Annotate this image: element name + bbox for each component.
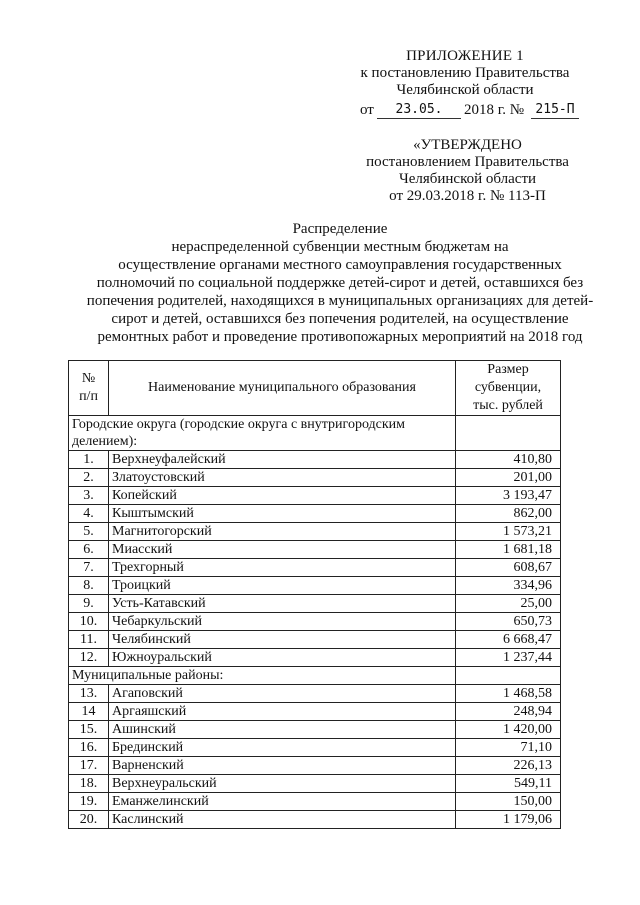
row-number: 1. xyxy=(69,451,109,469)
section-amount-cell xyxy=(456,416,561,451)
title-line: сирот и детей, оставшихся без попечения родителей, на осуществление xyxy=(111,311,569,327)
table-row xyxy=(69,811,561,829)
title-line: ремонтных работ и проведение противопожарных мероприятий на 2018 год xyxy=(97,329,583,345)
table-row xyxy=(69,721,561,739)
appendix-header xyxy=(330,48,600,121)
appendix-line: Челябинской области xyxy=(396,82,534,98)
table-row xyxy=(69,739,561,757)
approved-line: «УТВЕРЖДЕНО xyxy=(413,137,522,153)
row-name: Каслинский xyxy=(109,811,456,829)
row-name: Варненский xyxy=(109,757,456,775)
row-amount: 6 668,47 xyxy=(456,631,561,649)
row-amount: 226,13 xyxy=(456,757,561,775)
row-name: Троицкий xyxy=(109,577,456,595)
row-number: 6. xyxy=(69,541,109,559)
table-row xyxy=(69,649,561,667)
title-line: полномочий по социальной поддержке детей-сирот и детей, оставшихся без xyxy=(96,275,584,291)
row-amount: 201,00 xyxy=(456,469,561,487)
table-header-row xyxy=(69,361,561,416)
table-row xyxy=(69,541,561,559)
row-number: 4. xyxy=(69,505,109,523)
row-number: 13. xyxy=(69,685,109,703)
table-row xyxy=(69,595,561,613)
col-header-amount xyxy=(456,361,561,416)
row-number: 5. xyxy=(69,523,109,541)
row-number: 15. xyxy=(69,721,109,739)
row-amount: 25,00 xyxy=(456,595,561,613)
section-label: Муниципальные районы: xyxy=(69,667,456,685)
table-row xyxy=(69,703,561,721)
row-amount: 1 681,18 xyxy=(456,541,561,559)
row-amount: 650,73 xyxy=(456,613,561,631)
table-row xyxy=(69,523,561,541)
table-row xyxy=(69,505,561,523)
row-number: 9. xyxy=(69,595,109,613)
row-amount: 1 573,21 xyxy=(456,523,561,541)
approved-line: постановлением Правительства xyxy=(366,154,569,170)
col-header-name: Наименование муниципального образования xyxy=(109,361,456,416)
row-amount: 71,10 xyxy=(456,739,561,757)
row-amount: 1 237,44 xyxy=(456,649,561,667)
table-row xyxy=(69,559,561,577)
table-row xyxy=(69,631,561,649)
row-number: 7. xyxy=(69,559,109,577)
table-row xyxy=(69,757,561,775)
approved-line: от 29.03.2018 г. № 113-П xyxy=(389,188,546,204)
appendix-line: к постановлению Правительства xyxy=(360,65,570,81)
row-name: Трехгорный xyxy=(109,559,456,577)
row-amount: 1 420,00 xyxy=(456,721,561,739)
col-header-amount-line: Размер xyxy=(487,362,529,377)
row-amount: 410,80 xyxy=(456,451,561,469)
table-row xyxy=(69,577,561,595)
approved-block xyxy=(355,137,580,205)
row-name: Челябинский xyxy=(109,631,456,649)
row-amount: 862,00 xyxy=(456,505,561,523)
row-number: 18. xyxy=(69,775,109,793)
row-number: 8. xyxy=(69,577,109,595)
row-name: Верхнеуральский xyxy=(109,775,456,793)
row-amount: 150,00 xyxy=(456,793,561,811)
row-name: Чебаркульский xyxy=(109,613,456,631)
row-amount: 3 193,47 xyxy=(456,487,561,505)
order-reference xyxy=(330,101,600,121)
title-line: попечения родителей, находящихся в муниципальных организациях для детей- xyxy=(86,293,594,309)
row-number: 12. xyxy=(69,649,109,667)
table-row xyxy=(69,613,561,631)
order-number-field: 215-П xyxy=(531,101,579,119)
row-number: 20. xyxy=(69,811,109,829)
appendix-title: ПРИЛОЖЕНИЕ 1 xyxy=(406,48,524,64)
row-number: 17. xyxy=(69,757,109,775)
title-line: Распределение xyxy=(292,221,388,237)
section-row-urban xyxy=(69,416,561,451)
title-line: осуществление органами местного самоуправления государственных xyxy=(118,257,562,273)
row-name: Верхнеуфалейский xyxy=(109,451,456,469)
section-row-districts xyxy=(69,667,561,685)
row-name: Еманжелинский xyxy=(109,793,456,811)
row-amount: 334,96 xyxy=(456,577,561,595)
row-amount: 248,94 xyxy=(456,703,561,721)
row-number: 19. xyxy=(69,793,109,811)
row-name: Южноуральский xyxy=(109,649,456,667)
col-header-amount-line: тыс. рублей xyxy=(473,398,543,413)
row-name: Миасский xyxy=(109,541,456,559)
row-amount: 1 179,06 xyxy=(456,811,561,829)
row-number: 3. xyxy=(69,487,109,505)
title-line: нераспределенной субвенции местным бюджетам на xyxy=(171,239,509,255)
col-header-amount-line: субвенции, xyxy=(474,380,542,395)
section-amount-cell xyxy=(456,667,561,685)
distribution-table xyxy=(68,360,561,829)
row-amount: 549,11 xyxy=(456,775,561,793)
col-header-number-line: № xyxy=(81,371,96,386)
row-number: 14 xyxy=(69,703,109,721)
table-row xyxy=(69,451,561,469)
section-label: Городские округа (городские округа с внутригородским делением): xyxy=(69,416,456,451)
row-name: Копейский xyxy=(109,487,456,505)
row-number: 11. xyxy=(69,631,109,649)
order-date-field: 23.05. xyxy=(377,101,461,119)
table-row xyxy=(69,775,561,793)
row-name: Брединский xyxy=(109,739,456,757)
row-name: Аргаяшский xyxy=(109,703,456,721)
row-name: Ашинский xyxy=(109,721,456,739)
table-row xyxy=(69,793,561,811)
table-row xyxy=(69,685,561,703)
row-name: Златоустовский xyxy=(109,469,456,487)
table-row xyxy=(69,487,561,505)
row-name: Агаповский xyxy=(109,685,456,703)
document-title xyxy=(80,220,600,346)
order-from-label: от xyxy=(360,102,374,118)
row-number: 10. xyxy=(69,613,109,631)
approved-line: Челябинской области xyxy=(398,171,537,187)
table-row xyxy=(69,469,561,487)
row-amount: 608,67 xyxy=(456,559,561,577)
col-header-number xyxy=(69,361,109,416)
row-name: Кыштымский xyxy=(109,505,456,523)
row-amount: 1 468,58 xyxy=(456,685,561,703)
row-name: Магнитогорский xyxy=(109,523,456,541)
row-number: 2. xyxy=(69,469,109,487)
col-header-number-line: п/п xyxy=(79,389,98,404)
row-number: 16. xyxy=(69,739,109,757)
order-year-label: 2018 г. № xyxy=(464,102,525,118)
row-name: Усть-Катавский xyxy=(109,595,456,613)
